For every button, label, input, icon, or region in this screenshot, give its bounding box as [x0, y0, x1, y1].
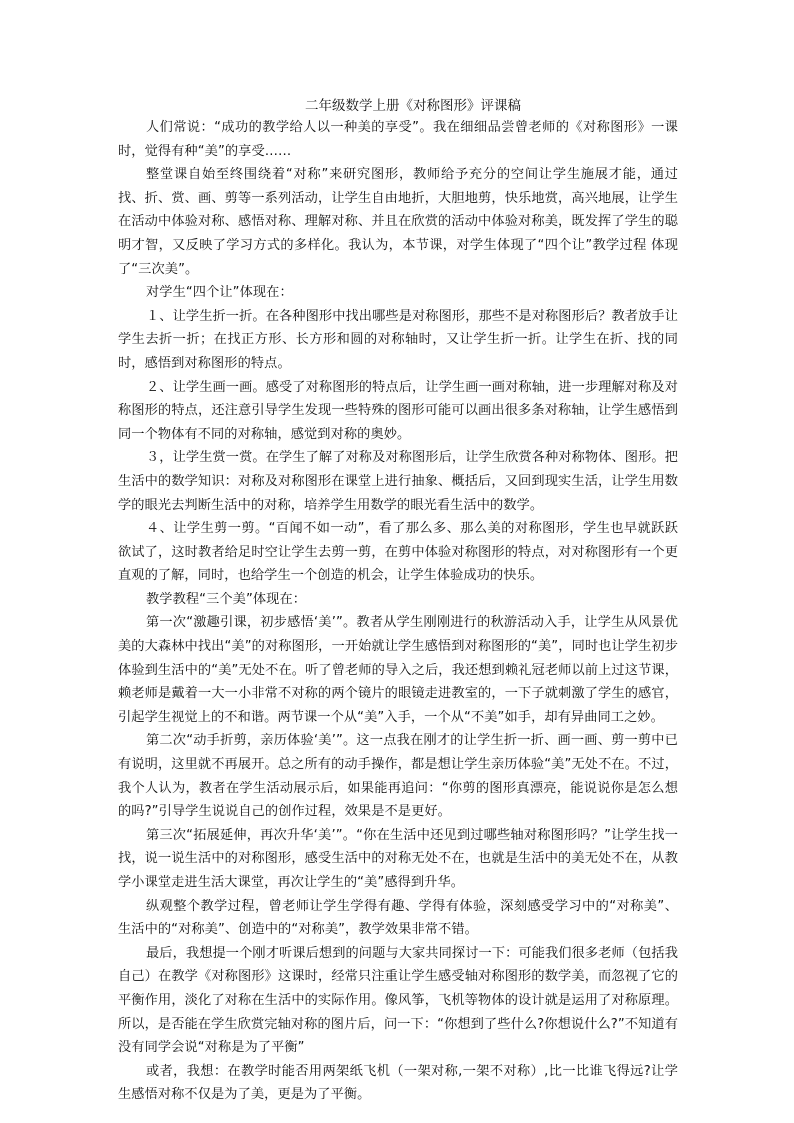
paragraph-summary: 纵观整个教学过程，曾老师让学生学得有趣、学得有体验，深刻感受学习中的“对称美”、生活中的“对称美”、创造中的“对称美”，教学效果非常不错。: [118, 898, 678, 938]
paragraph-alternative: 或者，我想：在教学时能否用两架纸飞机（一架对称,一架不对称）,比一比谁飞得远?让学生感悟对称不仅是为了美，更是为了平衡。: [118, 1063, 678, 1103]
paragraph-let-fold: １、让学生折一折。在各种图形中找出哪些是对称图形，那些不是对称图形后？教者放手让学生去折一折；在找正方形、长方形和圆的对称轴时，又让学生折一折。让学生在折、找的同时，感悟到对称图形的特点。: [118, 308, 678, 371]
paragraph-let-draw: ２、让学生画一画。感受了对称图形的特点后，让学生画一画对称轴，进一步理解对称及对称图形的特点，还注意引导学生发现一些特殊的图形可能可以画出很多条对称轴，让学生感悟到同一个物体有不同的对称轴，感觉到对称的奥妙。: [118, 379, 678, 442]
paragraph-four-lets-heading: 对学生“四个让”体现在：: [146, 285, 293, 301]
paragraph-overview: 整堂课自始至终围绕着“对称”来研究图形，教师给予充分的空间让学生施展才能，通过找、折、赏、画、剪等一系列活动，让学生自由地折，大胆地剪，快乐地赏，高兴地展，让学生在活动中体验对称、感悟对称、理解对称、并且在欣赏的活动中体验对称美，既发挥了学生的聪明才智，又反映了学习方式的多样化。我认为，本节课，对学生体现了“四个让”教学过程 体现了“三次美”。: [118, 167, 678, 277]
paragraph-let-cut: ４、让学生剪一剪。“百闻不如一动”，看了那么多、那么美的对称图形，学生也早就跃跃欲试了，这时教者给足时空让学生去剪一剪，在剪中体验对称图形的特点，对对称图形有一个更直观的了解，同时，也给学生一个创造的机会，让学生体验成功的快乐。: [118, 521, 678, 584]
paragraph-beauty-second: 第二次“动手折剪，亲历体验‘美’”。这一点我在刚才的让学生折一折、画一画、剪一剪中已有说明，这里就不再展开。总之所有的动手操作，都是想让学生亲历体验“美”无处不在。不过，我个人认为，教者在学生活动展示后，如果能再追问：“你剪的图形真漂亮，能说说你是怎么想的吗?”引导学生说说自己的创作过程，效果是不是更好。: [118, 733, 678, 820]
paragraph-three-beauties-heading: 教学教程“三个美”体现在：: [146, 591, 307, 607]
document-title: 二年级数学上册《对称图形》评课稿: [305, 98, 521, 114]
paragraph-intro: 人们常说：“成功的教学给人以一种美的享受”。我在细细品尝曾老师的《对称图形》一课时，觉得有种“美”的享受……: [118, 120, 678, 159]
paragraph-suggestion: 最后，我想提一个刚才听课后想到的问题与大家共同探讨一下：可能我们很多老师（包括我自己）在教学《对称图形》这课时，经常只注重让学生感受轴对称图形的数学美，而忽视了它的平衡作用，淡化了对称在生活中的实际作用。像风筝，飞机等物体的设计就是运用了对称原理。所以，是否能在学生欣赏完轴对称的图片后，问一下：“你想到了些什么?你想说什么?”不知道有没有同学会说“对称是为了平衡”: [118, 945, 678, 1056]
paragraph-beauty-first: 第一次“激趣引课，初步感悟‘美’”。教者从学生刚刚进行的秋游活动入手，让学生从风景优美的大森林中找出“美”的对称图形，一开始就让学生感悟到对称图形的“美”，同时也让学生初步体验到生活中的“美”无处不在。听了曾老师的导入之后，我还想到赖礼冠老师以前上过这节课，赖老师是戴着一大一小非常不对称的两个镜片的眼镜走进教室的，一下子就刺激了学生的感官，引起学生视觉上的不和谐。两节课一个从“美”入手，一个从“不美”如手，却有异曲同工之妙。: [118, 615, 678, 725]
paragraph-beauty-third: 第三次“拓展延伸，再次升华‘美’”。“你在生活中还见到过哪些轴对称图形吗？”让学生找一找，说一说生活中的对称图形，感受生活中的对称无处不在，也就是生活中的美无处不在，从教学小课堂走进生活大课堂，再次让学生的“美”感得到升华。: [118, 827, 678, 890]
paragraph-let-appreciate: ３，让学生赏一赏。在学生了解了对称及对称图形后，让学生欣赏各种对称物体、图形。把生活中的数学知识：对称及对称图形在课堂上进行抽象、概括后，又回到现实生活，让学生用数学的眼光去判断生活中的对称，培养学生用数学的眼光看生活中的数学。: [118, 450, 678, 513]
document-page: [118, 96, 678, 1107]
